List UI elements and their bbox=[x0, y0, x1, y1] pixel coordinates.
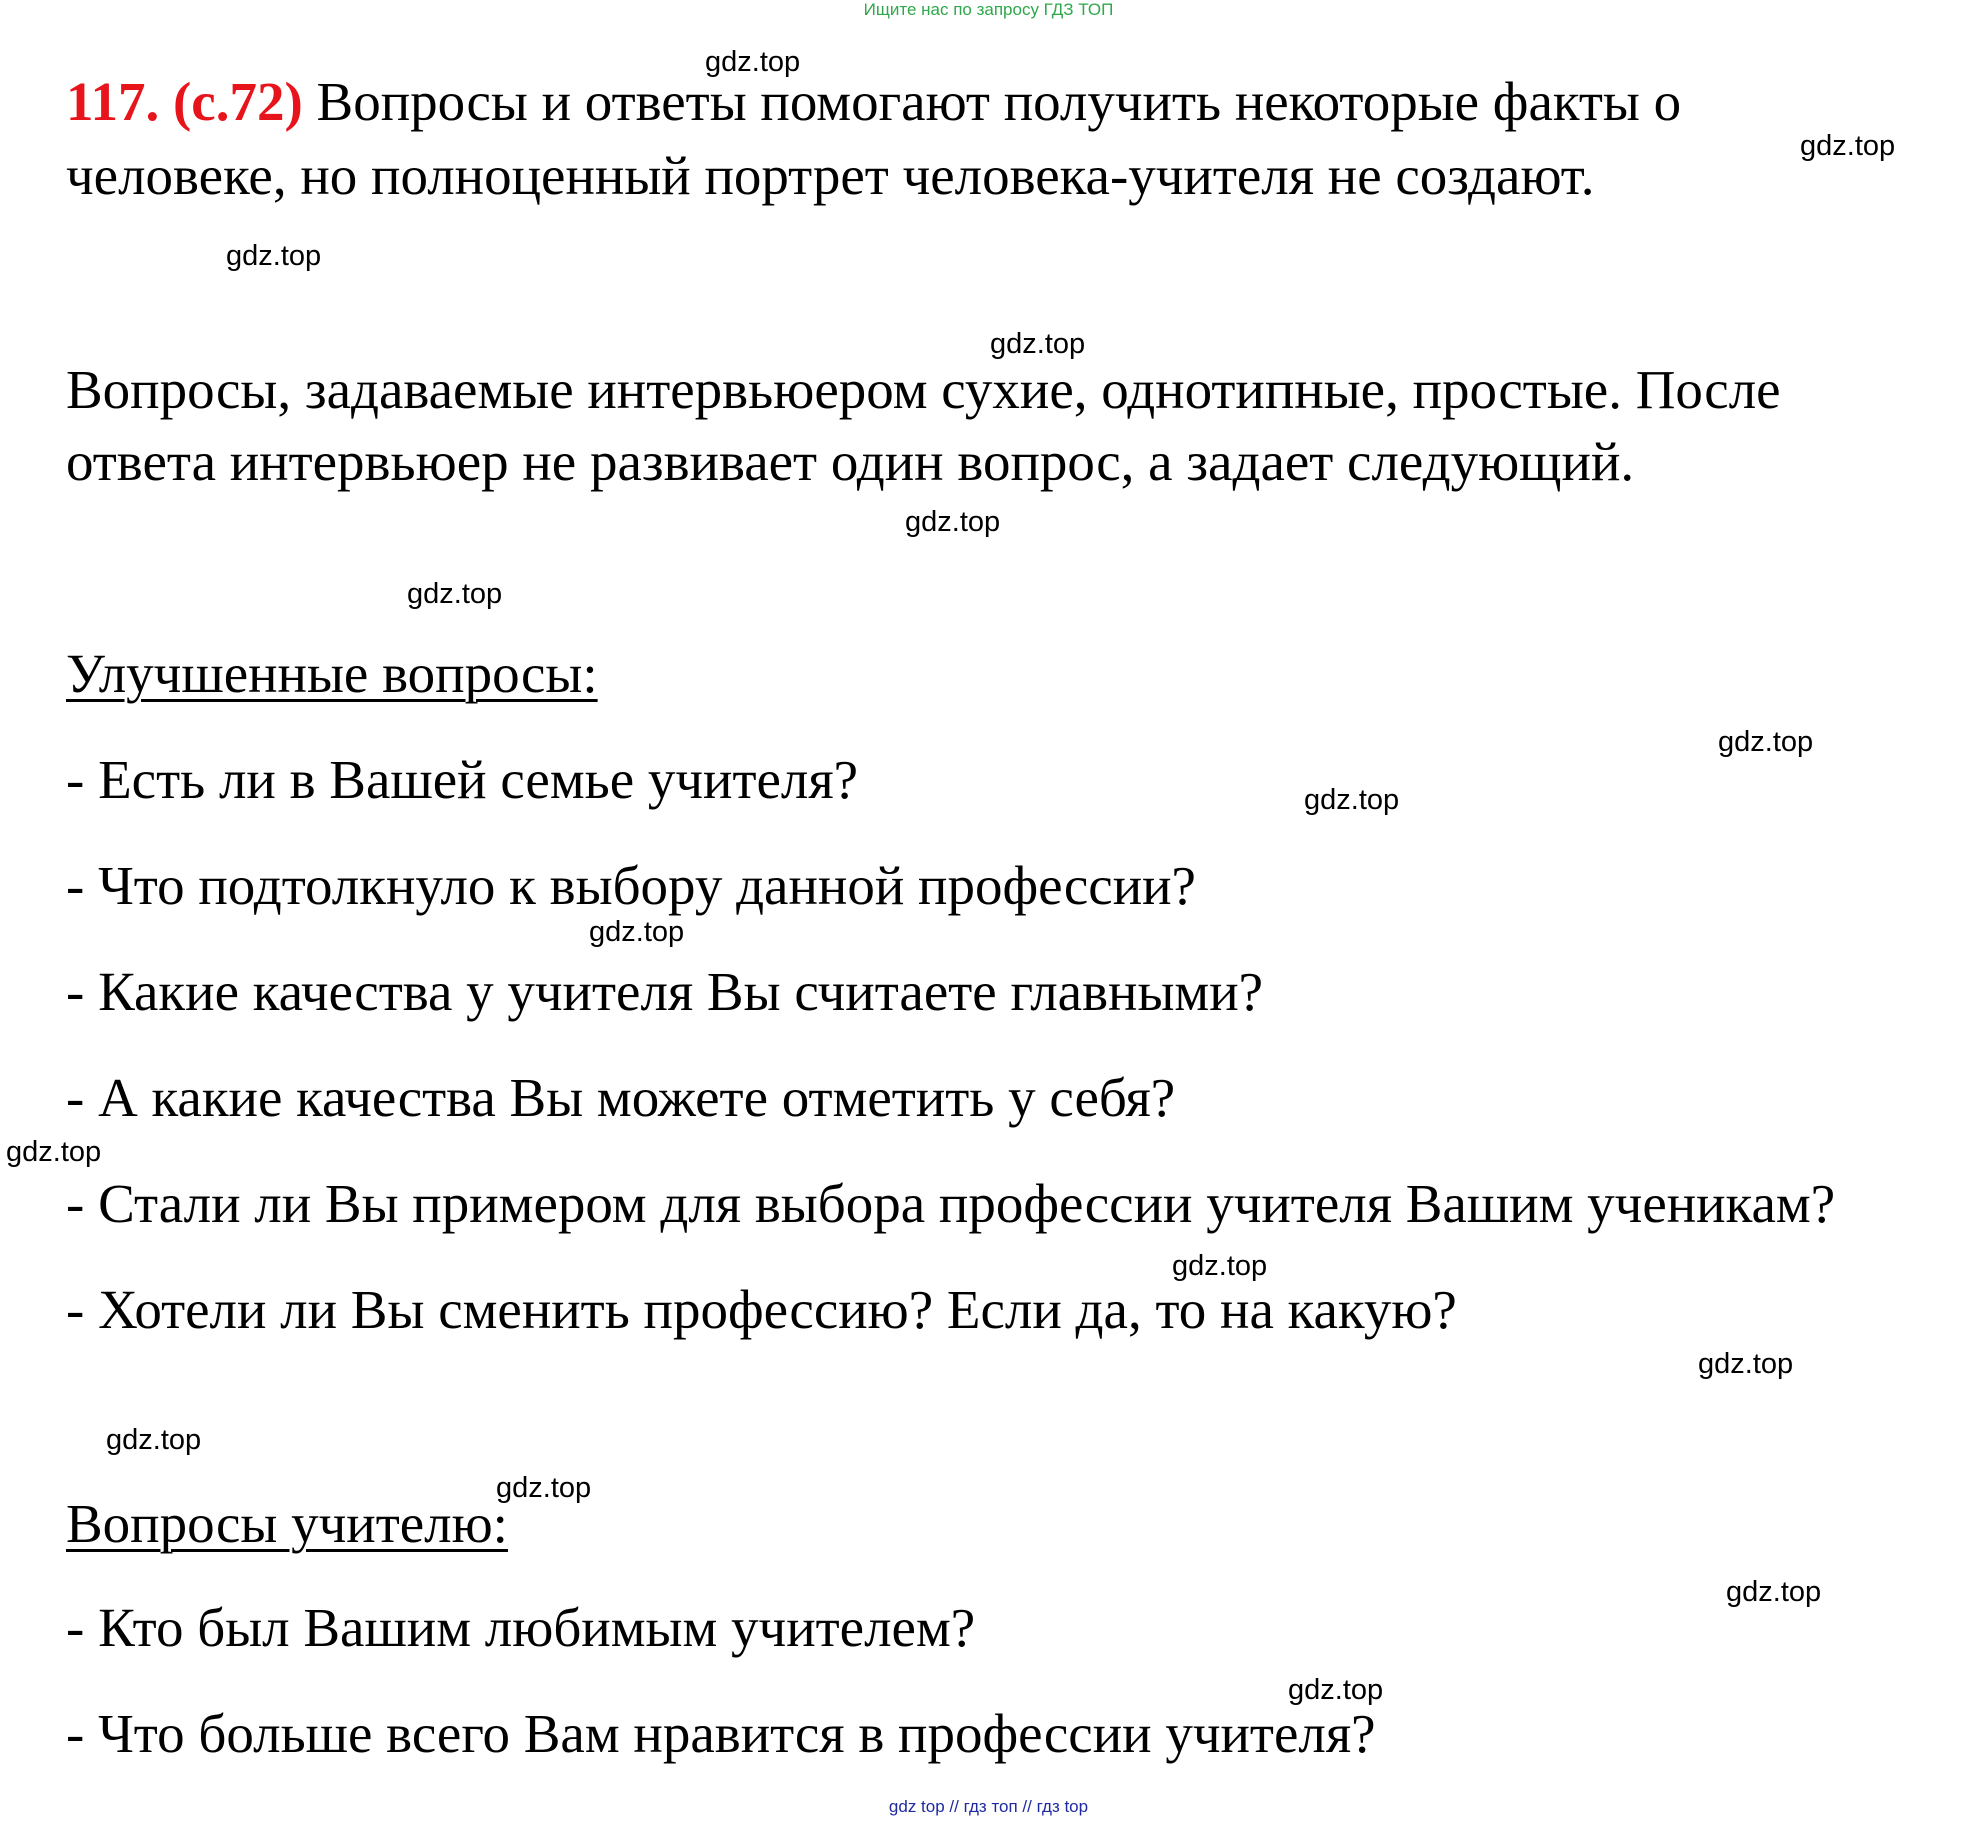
watermark: gdz.top bbox=[589, 916, 685, 948]
improved-question-item: - Стали ли Вы примером для выбора профессии учителя Вашим ученикам? bbox=[66, 1173, 1836, 1234]
top-banner: Ищите нас по запросу ГДЗ ТОП bbox=[863, 0, 1114, 19]
watermark: gdz.top bbox=[496, 1472, 592, 1504]
watermark: gdz.top bbox=[990, 328, 1086, 360]
watermark: gdz.top bbox=[1288, 1674, 1384, 1706]
task-intro-line-2: человеке, но полноценный портрет человека-учителя не создают. bbox=[66, 145, 1595, 206]
watermark: gdz.top bbox=[407, 578, 503, 610]
improved-question-item: - Есть ли в Вашей семье учителя? bbox=[66, 749, 859, 810]
teacher-questions-heading: Вопросы учителю: bbox=[66, 1493, 508, 1554]
task-intro-text: Вопросы и ответы помогают получить некоторые факты о bbox=[302, 71, 1682, 132]
watermark: gdz.top bbox=[1726, 1576, 1822, 1608]
improved-question-item: - А какие качества Вы можете отметить у себя? bbox=[66, 1067, 1176, 1128]
watermark: gdz.top bbox=[1800, 130, 1896, 162]
improved-question-item: - Что подтолкнуло к выбору данной профессии? bbox=[66, 855, 1196, 916]
watermark: gdz.top bbox=[1718, 726, 1814, 758]
watermark: gdz.top bbox=[1698, 1348, 1794, 1380]
watermark: gdz.top bbox=[106, 1424, 202, 1456]
paragraph-line-2: ответа интервьюер не развивает один вопрос, а задает следующий. bbox=[66, 431, 1635, 492]
watermark: gdz.top bbox=[1172, 1250, 1268, 1282]
improved-questions-heading: Улучшенные вопросы: bbox=[66, 643, 598, 704]
watermark: gdz.top bbox=[226, 240, 322, 272]
bottom-banner: gdz top // гдз топ // гдз top bbox=[888, 1797, 1089, 1816]
watermark: gdz.top bbox=[1304, 784, 1400, 816]
improved-question-item: - Хотели ли Вы сменить профессию? Если да, то на какую? bbox=[66, 1279, 1457, 1340]
teacher-question-item: - Что больше всего Вам нравится в профессии учителя? bbox=[66, 1703, 1376, 1764]
teacher-question-item: - Кто был Вашим любимым учителем? bbox=[66, 1597, 976, 1658]
improved-question-item: - Какие качества у учителя Вы считаете главными? bbox=[66, 961, 1264, 1022]
paragraph-line-1: Вопросы, задаваемые интервьюером сухие, однотипные, простые. После bbox=[66, 359, 1781, 420]
watermark: gdz.top bbox=[6, 1136, 102, 1168]
task-number: 117. (с.72) bbox=[66, 71, 303, 132]
task-intro-line-1 bbox=[66, 71, 1682, 132]
watermark: gdz.top bbox=[905, 506, 1001, 538]
watermark: gdz.top bbox=[705, 46, 801, 78]
